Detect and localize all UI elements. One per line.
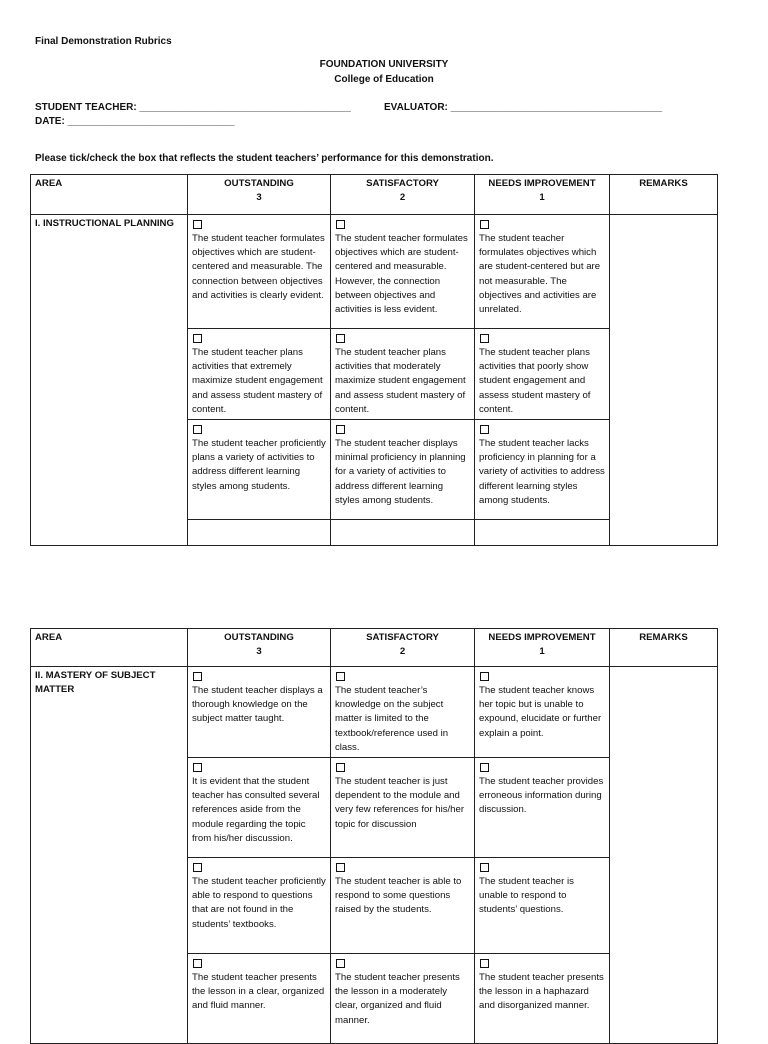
- remarks-header: REMARKS: [610, 629, 718, 667]
- criterion-cell: [331, 667, 475, 758]
- criterion-text: The student teacher proficiently plans a variety of activities to address different learning styles among students.: [192, 438, 326, 492]
- criterion-cell: [475, 758, 610, 858]
- checkbox[interactable]: [193, 959, 202, 968]
- outstanding-header: [188, 175, 331, 215]
- satisfactory-header: [331, 629, 475, 667]
- criterion-text: The student teacher displays a thorough knowledge on the subject matter taught.: [192, 685, 323, 725]
- outstanding-header: [188, 629, 331, 667]
- needs-improvement-header: [475, 175, 610, 215]
- criterion-cell: [188, 420, 331, 520]
- satisfactory-score: 2: [399, 192, 406, 204]
- criterion-text: The student teacher lacks proficiency in planning for a variety of activities to address different learning styles among students.: [479, 438, 605, 506]
- checkbox[interactable]: [193, 863, 202, 872]
- criterion-text: The student teacher provides erroneous information during discussion.: [479, 776, 604, 816]
- remarks-cell[interactable]: [610, 667, 718, 1044]
- needs-improvement-label: NEEDS IMPROVEMENT: [488, 178, 596, 189]
- criterion-cell: [188, 329, 331, 420]
- criterion-text: The student teacher displays minimal proficiency in planning for a variety of activities to address different learning styles among students.: [335, 438, 466, 506]
- criterion-text: It is evident that the student teacher has consulted several references aside from the module regarding the topic from his/her discussion.: [192, 776, 320, 844]
- criterion-text: The student teacher formulates objectives which are student-centered and measurable. However, the connection between objectives and activities is less evident.: [335, 233, 468, 316]
- satisfactory-header: [331, 175, 475, 215]
- checkbox[interactable]: [336, 863, 345, 872]
- criterion-cell: [331, 329, 475, 420]
- table-row: [31, 215, 718, 329]
- checkbox[interactable]: [480, 672, 489, 681]
- area-cell: II. MASTERY OF SUBJECT MATTER: [31, 667, 188, 1044]
- checkbox[interactable]: [336, 425, 345, 434]
- rubric-table-mastery-of-subject-matter: [30, 628, 718, 1044]
- outstanding-score: 3: [256, 646, 262, 658]
- outstanding-label: OUTSTANDING: [224, 632, 294, 643]
- criterion-cell: [475, 954, 610, 1044]
- criterion-cell: [475, 215, 610, 329]
- checkbox[interactable]: [480, 863, 489, 872]
- checkbox[interactable]: [193, 763, 202, 772]
- criterion-text: The student teacher presents the lesson in a clear, organized and fluid manner.: [192, 972, 325, 1012]
- outstanding-score: 3: [256, 192, 262, 204]
- area-header: AREA: [31, 175, 188, 215]
- criterion-text: The student teacher formulates objectives which are student-centered and measurable. The connection between objectives and activities is clearly evident.: [192, 233, 325, 301]
- empty-cell: [188, 520, 331, 546]
- university-name: FOUNDATION UNIVERSITY: [319, 59, 449, 70]
- instruction-text: Please tick/check the box that reflects the student teachers’ performance for this demonstration.: [35, 153, 494, 164]
- criterion-cell: [475, 420, 610, 520]
- checkbox[interactable]: [193, 672, 202, 681]
- criterion-text: The student teacher proficiently able to respond to questions that are not found in the students’ textbooks.: [192, 876, 326, 930]
- criterion-text: The student teacher presents the lesson in a moderately clear, organized and fluid manner.: [335, 972, 460, 1026]
- checkbox[interactable]: [480, 334, 489, 343]
- table-row: [31, 667, 718, 758]
- criterion-cell: [475, 667, 610, 758]
- criterion-cell: [475, 858, 610, 954]
- criterion-text: The student teacher is able to respond to some questions raised by the students.: [335, 876, 462, 916]
- criterion-text: The student teacher’s knowledge on the subject matter is limited to the textbook/reference used in class.: [335, 685, 449, 753]
- checkbox[interactable]: [193, 220, 202, 229]
- criterion-text: The student teacher knows her topic but is unable to expound, elucidate or further explain a point.: [479, 685, 602, 739]
- needs-improvement-header: [475, 629, 610, 667]
- criterion-cell: [331, 758, 475, 858]
- checkbox[interactable]: [193, 425, 202, 434]
- criterion-text: The student teacher formulates objectives which are student-centered but are not measurable. The objectives and activities are unrelated.: [479, 233, 601, 316]
- needs-improvement-score: 1: [539, 192, 545, 204]
- document-title: Final Demonstration Rubrics: [35, 36, 172, 47]
- criterion-cell: [475, 329, 610, 420]
- needs-improvement-score: 1: [539, 646, 545, 658]
- header-row: [31, 175, 718, 215]
- needs-improvement-label: NEEDS IMPROVEMENT: [488, 632, 596, 643]
- empty-cell: [475, 520, 610, 546]
- rubric-table-instructional-planning: [30, 174, 718, 546]
- criterion-text: The student teacher presents the lesson in a haphazard and disorganized manner.: [479, 972, 604, 1012]
- remarks-header: REMARKS: [610, 175, 718, 215]
- checkbox[interactable]: [336, 763, 345, 772]
- checkbox[interactable]: [336, 334, 345, 343]
- criterion-text: The student teacher plans activities that moderately maximize student engagement and assess student mastery of content.: [335, 347, 466, 415]
- criterion-cell: [331, 954, 475, 1044]
- satisfactory-label: SATISFACTORY: [366, 632, 439, 643]
- satisfactory-score: 2: [399, 646, 406, 658]
- criterion-text: The student teacher is just dependent to the module and very few references for his/her topic for discussion: [335, 776, 465, 830]
- satisfactory-label: SATISFACTORY: [366, 178, 439, 189]
- criterion-cell: [188, 954, 331, 1044]
- criterion-cell: [188, 667, 331, 758]
- area-header: AREA: [31, 629, 188, 667]
- checkbox[interactable]: [336, 220, 345, 229]
- criterion-cell: [331, 420, 475, 520]
- checkbox[interactable]: [336, 672, 345, 681]
- remarks-cell[interactable]: [610, 215, 718, 546]
- checkbox[interactable]: [480, 220, 489, 229]
- criterion-text: The student teacher plans activities that poorly show student engagement and assess student mastery of content.: [479, 347, 591, 415]
- evaluator-field[interactable]: EVALUATOR: ______________________________________: [384, 102, 663, 113]
- date-field[interactable]: DATE: ______________________________: [35, 116, 235, 127]
- criterion-cell: [331, 215, 475, 329]
- outstanding-label: OUTSTANDING: [224, 178, 294, 189]
- criterion-text: The student teacher plans activities that extremely maximize student engagement and assess student mastery of content.: [192, 347, 323, 415]
- criterion-cell: [331, 858, 475, 954]
- checkbox[interactable]: [480, 959, 489, 968]
- area-cell: I. INSTRUCTIONAL PLANNING: [31, 215, 188, 546]
- criterion-text: The student teacher is unable to respond to students’ questions.: [479, 876, 574, 916]
- checkbox[interactable]: [480, 763, 489, 772]
- college-name: College of Education: [334, 74, 434, 85]
- header-row: [31, 629, 718, 667]
- criterion-cell: [188, 858, 331, 954]
- empty-cell: [331, 520, 475, 546]
- criterion-cell: [188, 215, 331, 329]
- student-teacher-field[interactable]: STUDENT TEACHER: ______________________________________: [35, 102, 351, 113]
- criterion-cell: [188, 758, 331, 858]
- checkbox[interactable]: [336, 959, 345, 968]
- checkbox[interactable]: [193, 334, 202, 343]
- checkbox[interactable]: [480, 425, 489, 434]
